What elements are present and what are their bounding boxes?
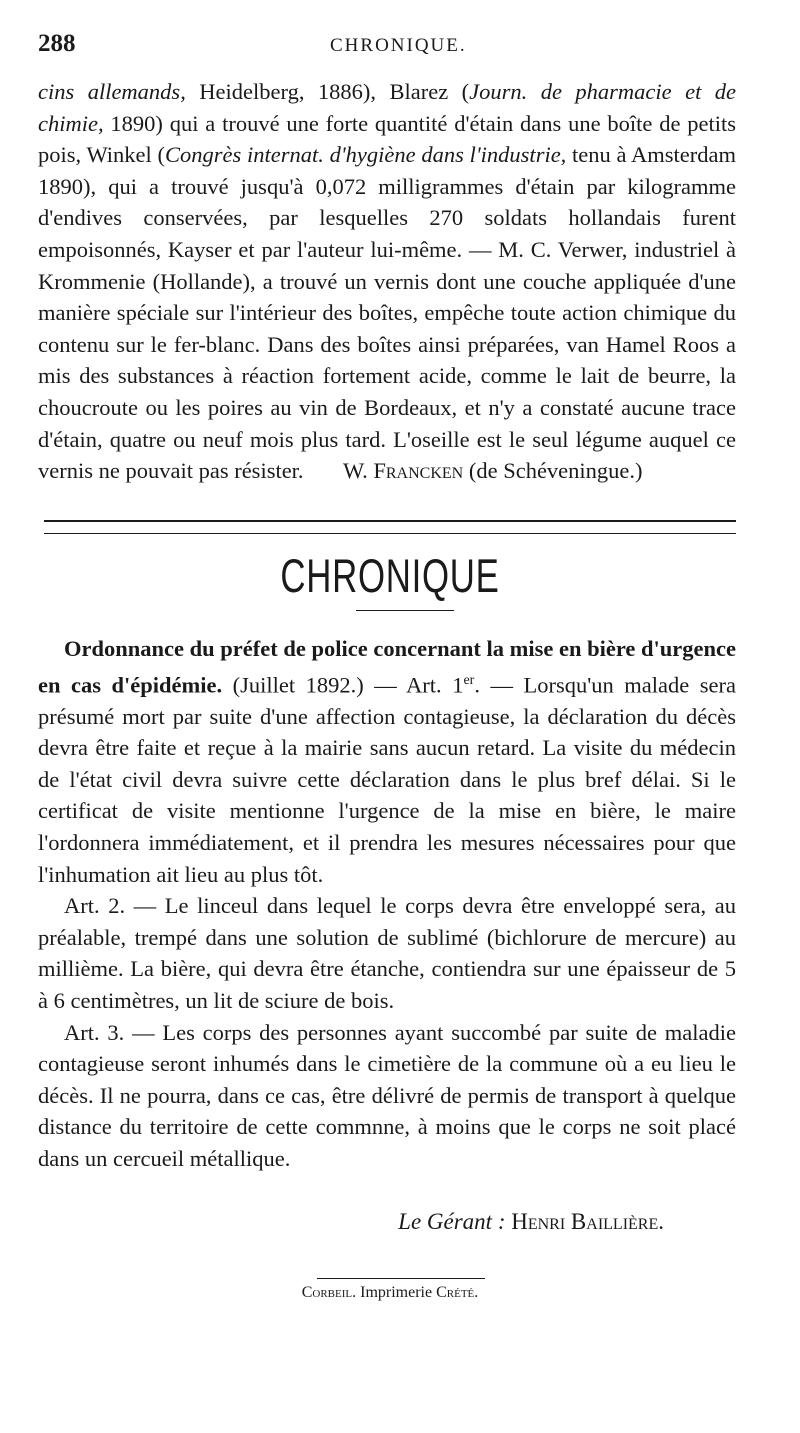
- article-3: Art. 3. — Les corps des personnes ayant succombé par suite de maladie contagieuse seront inhumés dans le cimetière de la commune où a eu lieu le décès. Il ne pourra, dans ce cas, être délivré de permis de transport à quelque distance du territoire de cette commnne, à moins que le corps ne soit placé dans un cercueil métallique.: [38, 1019, 736, 1171]
- running-title: CHRONIQUE.: [330, 35, 467, 56]
- heading-underline: [356, 610, 454, 611]
- paragraph-text: 1890) qui a trouvé une forte quantité d'étain dans une boîte de petits pois, Winkel (: [38, 110, 736, 168]
- ordinal-superscript: er: [463, 672, 475, 688]
- author-prefix: W.: [342, 458, 374, 484]
- printer-imprint: [0, 1284, 780, 1302]
- imprint-text: Imprimerie: [356, 1284, 437, 1301]
- imprint-city: Corbeil.: [301, 1284, 357, 1301]
- paragraph-text: tenu à Amsterdam 1890), qui a trouvé jusqu'à 0,072 milligrammes d'étain par kilogramme d'endives conservées, par lesquelles 270 soldats hollandais furent empoisonnés, Kayser et par l'auteur lui-même. — M. C. Verwer, industriel à Krommenie (Hollande), a trouvé un vernis dont une couche appliquée d'une manière spéciale sur l'intérieur des boîtes, empêche toute action chimique du contenu sur le fer-blanc. Dans des boîtes ainsi préparées, van Hamel Roos a mis des substances à réaction fortement acide, comme le lait de beurre, la choucroute ou les poires au vin de Bordeaux, et n'y a constaté aucune trace d'étain, quatre ou neuf mois plus tard. L'oseille est le seul légume auquel ce vernis ne pouvait pas résister.: [38, 142, 736, 484]
- imprint-divider: [317, 1278, 485, 1279]
- ordonnance-section: [38, 633, 736, 1175]
- reference-italic: Congrès internat. d'hygiène dans l'industrie,: [165, 142, 567, 168]
- page-number: 288: [38, 30, 76, 57]
- signature-line: [38, 1209, 664, 1235]
- article-1-text: . — Lorsqu'un malade sera présumé mort par suite d'une affection contagieuse, la déclaration du décès devra être faite et reçue à la mairie sans aucun retard. La visite du médecin de l'état civil devra suivre cette déclaration dans le plus bref délai. Si le certificat de visite mentionne l'urgence de la mise en bière, le maire l'ordonnera immédiatement, et il prendra les mesures nécessaires pour que l'inhumation ait lieu au plus tôt.: [38, 672, 737, 887]
- signature-name: Henri Baillière.: [511, 1209, 664, 1234]
- imprint-printer: Crété.: [436, 1284, 479, 1301]
- article-2: Art. 2. — Le linceul dans lequel le corps devra être enveloppé sera, au préalable, trempé dans une solution de sublimé (bichlorure de mercure) au millième. La bière, qui devra être étanche, contiendra sur une épaisseur de 5 à 6 centimètres, un lit de sciure de bois.: [38, 893, 736, 1014]
- signature-label: Le Gérant :: [398, 1209, 506, 1234]
- author-name: Francken: [373, 458, 464, 484]
- page-header: [38, 30, 738, 64]
- reference-italic: cins allemands,: [38, 79, 186, 104]
- ordonnance-date: (Juillet 1892.) — Art. 1: [222, 672, 464, 698]
- section-heading: CHRONIQUE: [280, 549, 500, 602]
- section-divider: [44, 520, 736, 534]
- continued-paragraph: [38, 76, 736, 487]
- reference-italic: Journ. de pharmacie et de chimie,: [38, 79, 737, 136]
- paragraph-text: Heidelberg, 1886), Blarez (: [185, 79, 470, 104]
- article-1: [38, 633, 736, 890]
- author-location: (de Schéveningue.): [463, 458, 643, 484]
- ordonnance-title: Ordonnance du préfet de police concernant la mise en bière d'urgence en cas d'épidémie.: [38, 636, 737, 698]
